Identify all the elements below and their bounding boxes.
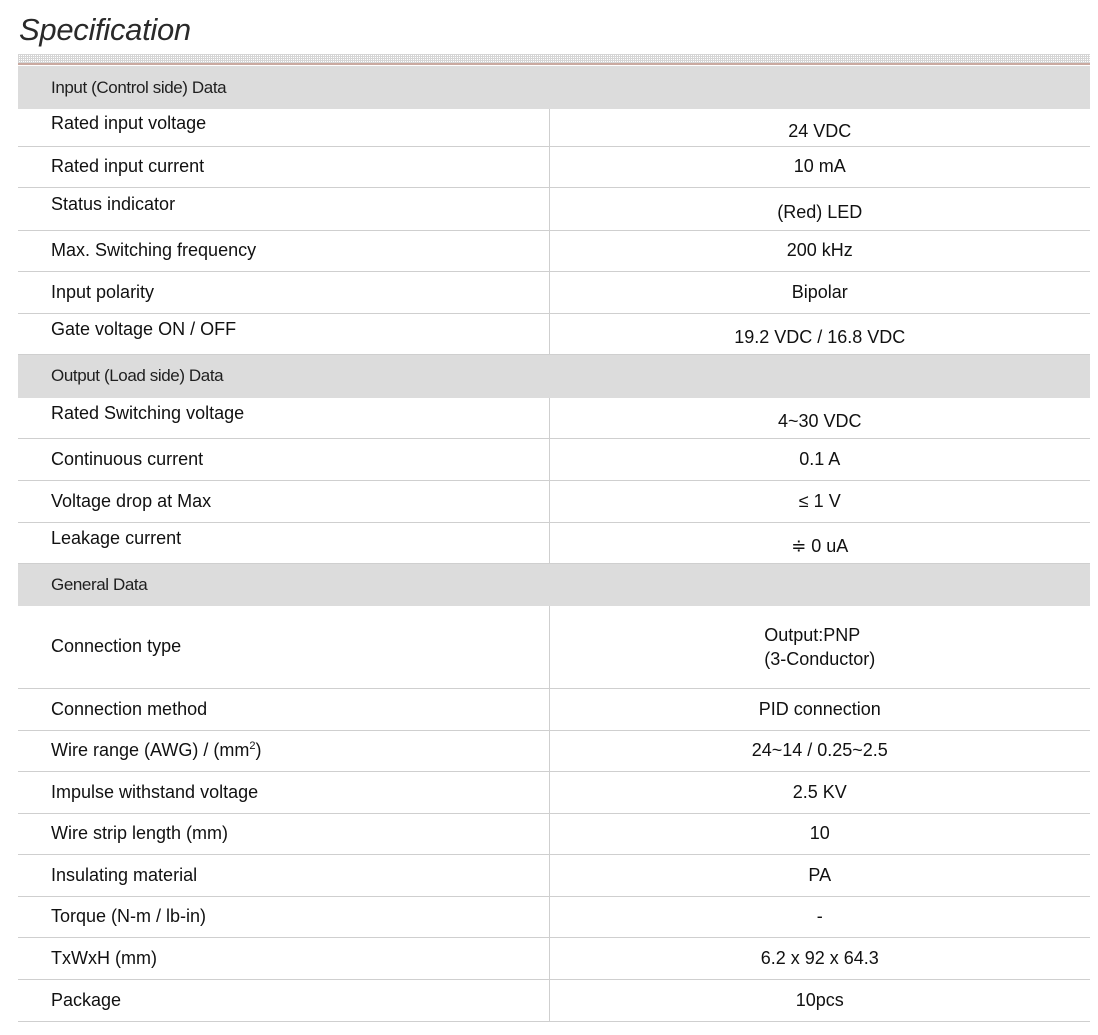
spec-label: Rated input current [18,146,549,187]
spec-label [18,730,549,771]
spec-label: Leakage current [18,522,549,563]
spec-label-text: Wire range (AWG) / (mm [51,740,250,760]
table-row [18,271,1090,313]
title-divider [18,54,1090,63]
spec-value: 10pcs [549,979,1090,1021]
table-row [18,398,1090,438]
spec-value: (Red) LED [549,187,1090,230]
spec-value [549,606,1090,688]
spec-label: Status indicator [18,187,549,230]
spec-label: Rated input voltage [18,109,549,146]
table-row [18,979,1090,1021]
spec-value: 2.5 KV [549,771,1090,813]
spec-label: Voltage drop at Max [18,480,549,522]
table-row [18,313,1090,354]
table-row [18,230,1090,271]
spec-label: Wire strip length (mm) [18,813,549,854]
table-row [18,438,1090,480]
table-row [18,771,1090,813]
table-row [18,480,1090,522]
spec-value: ≑ 0 uA [549,522,1090,563]
spec-label: Torque (N-m / lb-in) [18,896,549,937]
spec-label: Rated Switching voltage [18,398,549,438]
section-header-general [18,563,1090,606]
spec-label: Gate voltage ON / OFF [18,313,549,354]
spec-label: Max. Switching frequency [18,230,549,271]
spec-label: Impulse withstand voltage [18,771,549,813]
spec-value-line: (3-Conductor) [764,648,876,669]
table-row [18,730,1090,771]
section-heading: General Data [18,563,1090,606]
spec-value: 24~14 / 0.25~2.5 [549,730,1090,771]
spec-label: TxWxH (mm) [18,937,549,979]
spec-value: 24 VDC [549,109,1090,146]
table-row [18,109,1090,146]
spec-label: Package [18,979,549,1021]
superscript-2: 2 [249,740,256,752]
table-row [18,522,1090,563]
title-divider-accent [18,63,1090,65]
section-header-input [18,66,1090,109]
spec-label-text-end: ) [255,740,262,760]
section-heading: Input (Control side) Data [18,66,1090,109]
table-row [18,688,1090,730]
spec-label: Connection method [18,688,549,730]
table-row [18,813,1090,854]
spec-value: 10 mA [549,146,1090,187]
spec-value: 10 [549,813,1090,854]
spec-value: PID connection [549,688,1090,730]
spec-label: Connection type [18,606,549,688]
table-row [18,896,1090,937]
specification-table [18,66,1090,1022]
spec-value: 6.2 x 92 x 64.3 [549,937,1090,979]
table-row [18,854,1090,896]
table-row [18,187,1090,230]
spec-label: Input polarity [18,271,549,313]
table-row [18,146,1090,187]
spec-value: 0.1 A [549,438,1090,480]
spec-label: Continuous current [18,438,549,480]
spec-value: ≤ 1 V [549,480,1090,522]
spec-value: Bipolar [549,271,1090,313]
spec-value: 200 kHz [549,230,1090,271]
page-title: Specification [19,12,191,47]
spec-value-line: Output:PNP [764,624,861,645]
spec-value: 4~30 VDC [549,398,1090,438]
table-row [18,606,1090,688]
spec-label: Insulating material [18,854,549,896]
table-row [18,937,1090,979]
spec-value: - [549,896,1090,937]
spec-value: 19.2 VDC / 16.8 VDC [549,313,1090,354]
section-heading: Output (Load side) Data [18,354,1090,398]
section-header-output [18,354,1090,398]
spec-value: PA [549,854,1090,896]
